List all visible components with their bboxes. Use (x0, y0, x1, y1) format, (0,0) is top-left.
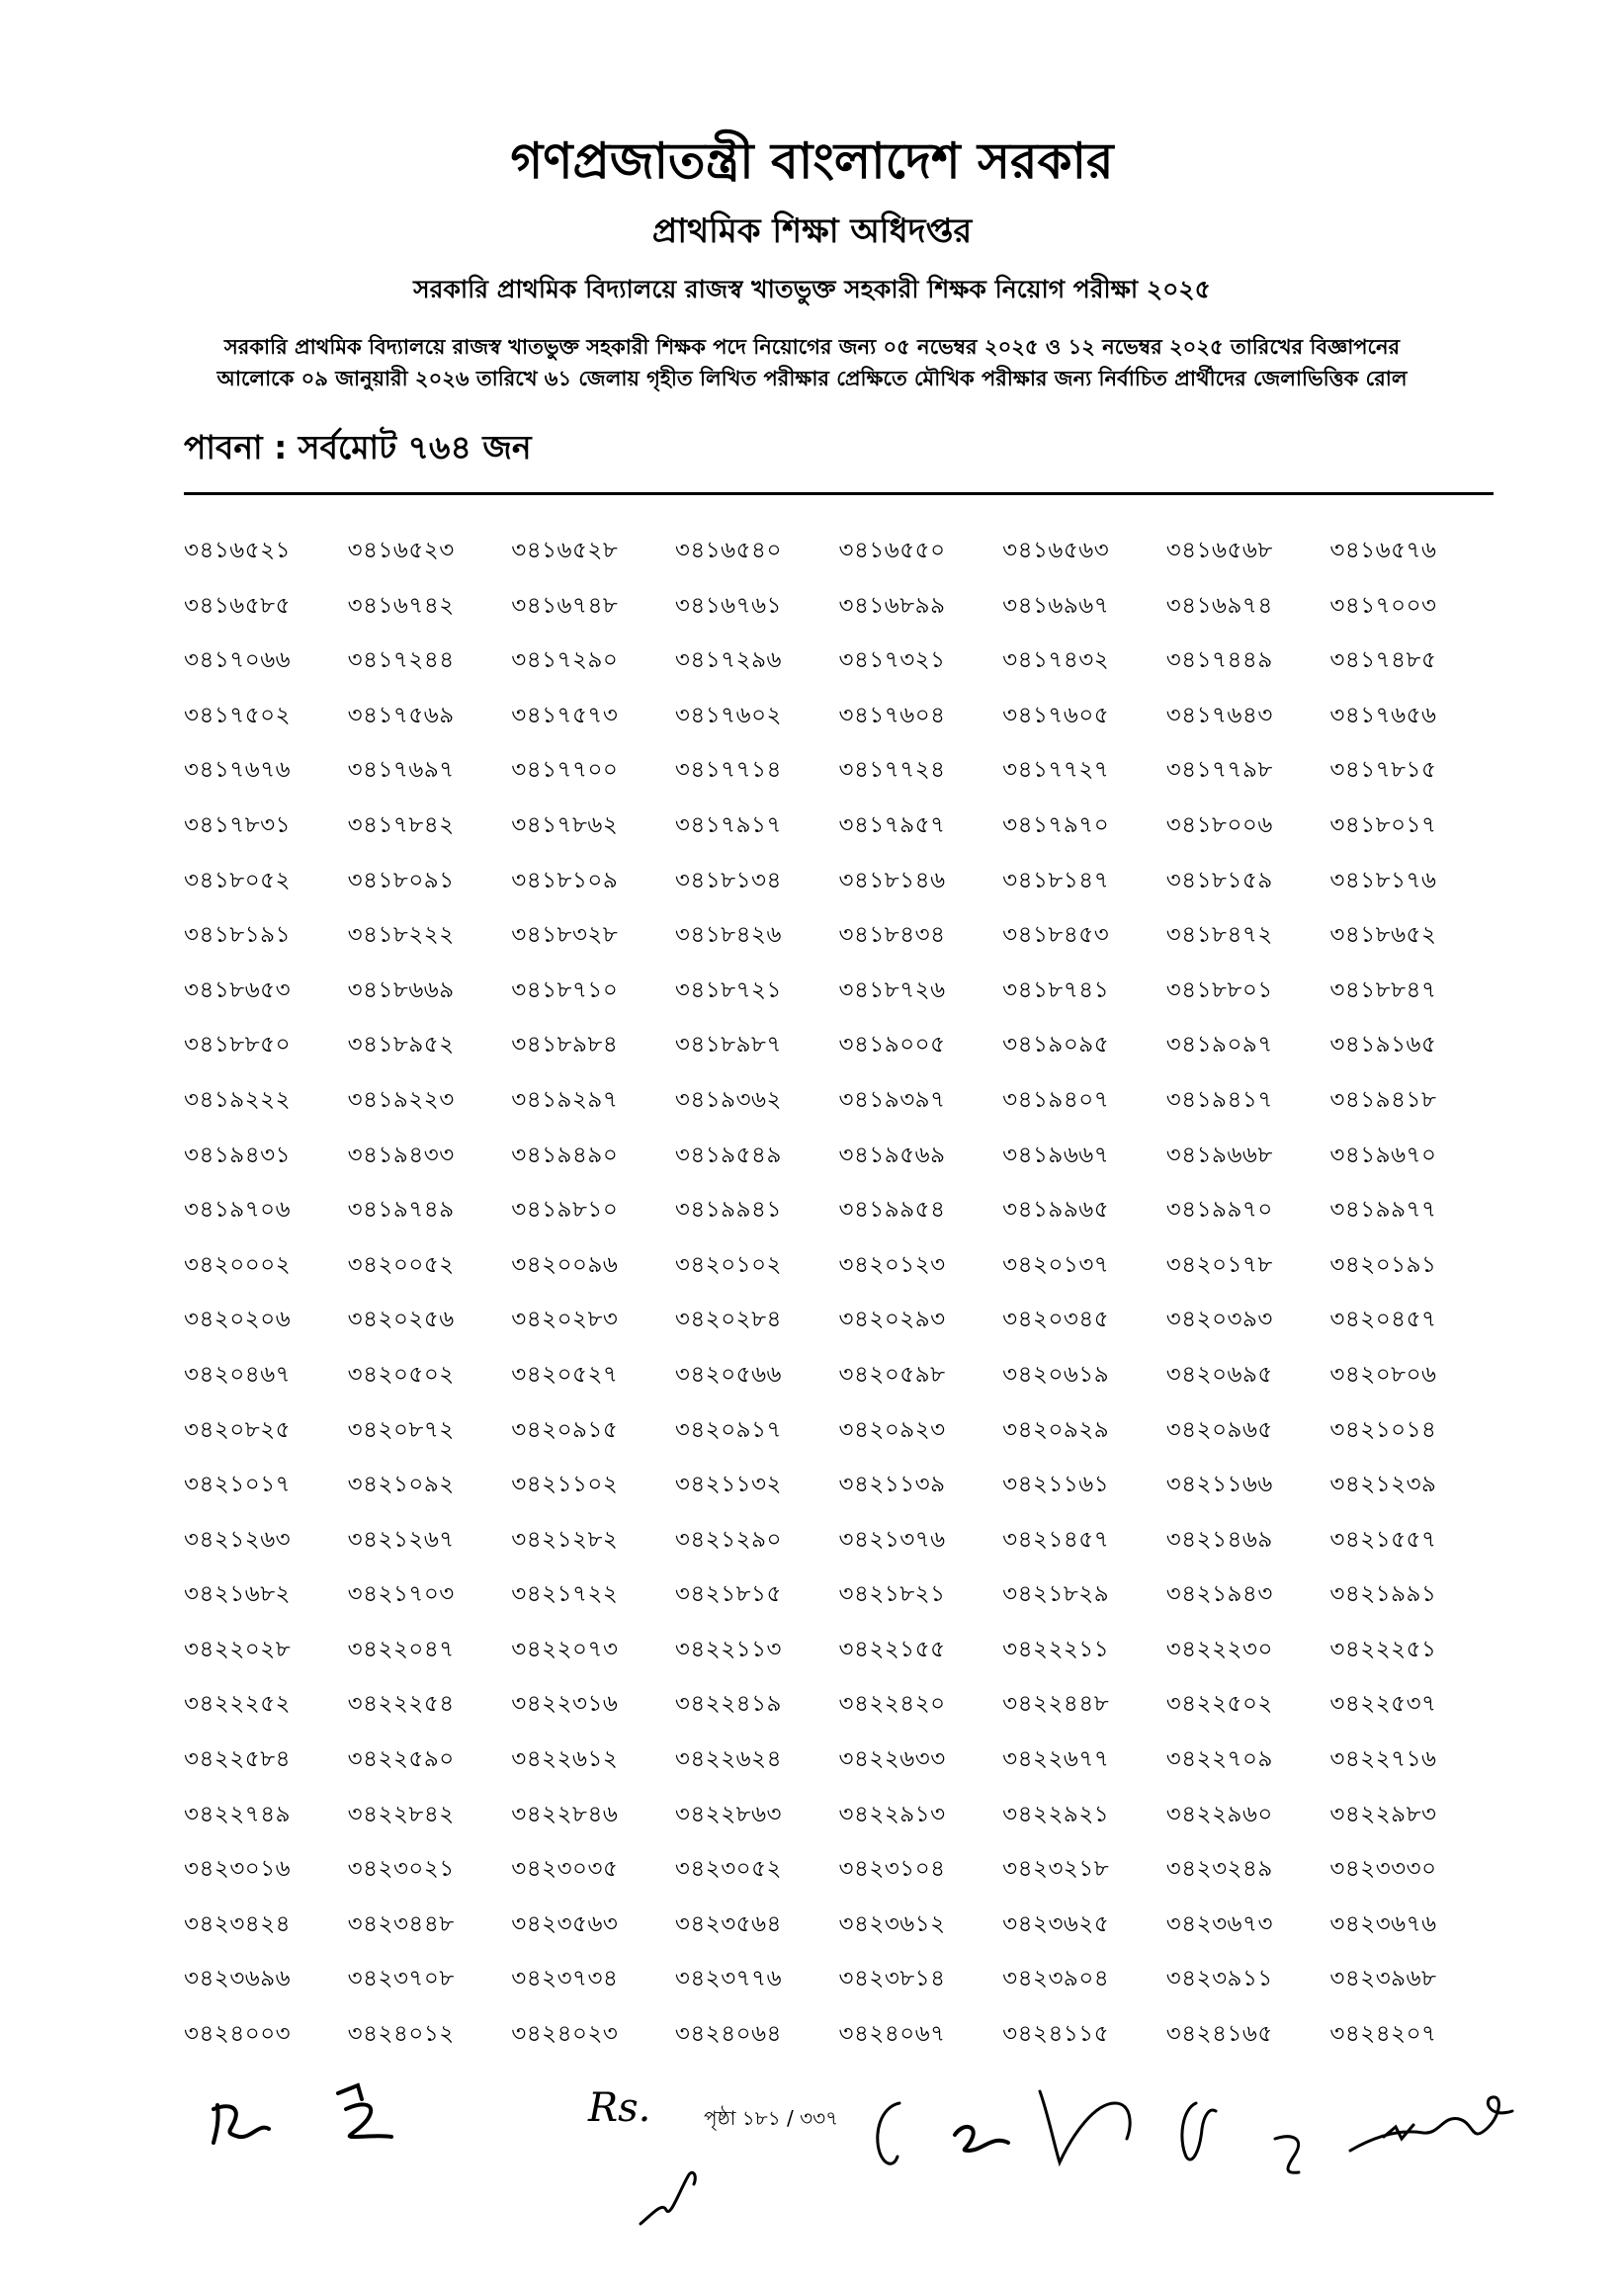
roll-number: ৩৪২২৪৪৮ (1002, 1691, 1110, 1718)
roll-number: ৩৪২০০৫২ (347, 1251, 455, 1278)
roll-number: ৩৪২২০৪৭ (347, 1636, 455, 1662)
roll-number: ৩৪১৯৯৫৪ (838, 1197, 946, 1224)
roll-number: ৩৪২২৯১৩ (838, 1801, 946, 1827)
signature-initial-2 (318, 2075, 407, 2155)
roll-number: ৩৪২০৯৬৫ (1165, 1416, 1273, 1443)
roll-number: ৩৪২০৩৯৩ (1165, 1307, 1273, 1333)
roll-number: ৩৪১৬৫৪০ (674, 538, 782, 563)
notice-line-2: আলোকে ০৯ জানুয়ারী ২০২৬ তারিখে ৬১ জেলায় গৃহীত লিখিত পরীক্ষার প্রেক্ষিতে মৌখিক পরীক্ষার জন্য নির্বাচিত প্রার্থীদের জেলাভিত্তিক রোল (216, 367, 1408, 390)
roll-number: ৩৪২২৫৯০ (347, 1746, 455, 1773)
roll-number: ৩৪১৬৫২১ (184, 538, 292, 563)
roll-number: ৩৪২০২৯৩ (838, 1307, 946, 1333)
roll-number: ৩৪১৭৫০২ (184, 702, 292, 728)
roll-number: ৩৪১৬৯৭৪ (1165, 592, 1273, 619)
signature-scribble-6 (1265, 2125, 1325, 2184)
roll-number: ৩৪২০০৯৬ (511, 1251, 619, 1278)
roll-number: ৩৪২১৬৮২ (184, 1581, 292, 1608)
roll-number: ৩৪২৩২৪৯ (1165, 1856, 1273, 1883)
roll-number: ৩৪২২৬২৪ (674, 1746, 782, 1773)
roll-number: ৩৪২৩৩৩০ (1329, 1856, 1437, 1883)
roll-number: ৩৪২১৯৪৩ (1165, 1581, 1273, 1608)
roll-number: ৩৪২২৭১৬ (1329, 1746, 1437, 1773)
roll-number: ৩৪১৭৫৬৯ (347, 702, 455, 728)
roll-number: ৩৪২৩০৩৫ (511, 1856, 619, 1883)
roll-number: ৩৪১৭৬৫৬ (1329, 702, 1437, 728)
roll-number: ৩৪১৯৯৪১ (674, 1197, 782, 1224)
roll-number: ৩৪১৮৯৫২ (347, 1032, 455, 1058)
roll-number: ৩৪২৩৭৩৪ (511, 1966, 619, 1992)
roll-number: ৩৪২০১৯১ (1329, 1251, 1437, 1278)
roll-number: ৩৪১৯২২২ (184, 1086, 292, 1113)
roll-number: ৩৪১৭৮১৫ (1329, 757, 1437, 784)
roll-number: ৩৪১৮১৪৭ (1002, 867, 1110, 893)
roll-number: ৩৪২৩৬৭৩ (1165, 1910, 1273, 1937)
district-heading: পাবনা : সর্বমোট ৭৬৪ জন (184, 428, 532, 466)
roll-number: ৩৪২০২৮৩ (511, 1307, 619, 1333)
roll-number: ৩৪২০১২৩ (838, 1251, 946, 1278)
roll-number: ৩৪২২৬৭৭ (1002, 1746, 1110, 1773)
roll-number: ৩৪২০৩৪৫ (1002, 1307, 1110, 1333)
roll-number: ৩৪২১৫৫৭ (1329, 1526, 1437, 1553)
roll-number: ৩৪১৮৭২১ (674, 976, 782, 1003)
roll-number: ৩৪২৩২১৮ (1002, 1856, 1110, 1883)
roll-number: ৩৪১৯৫৬৯ (838, 1142, 946, 1168)
roll-number: ৩৪২০৮৭২ (347, 1416, 455, 1443)
roll-number: ৩৪২২৯৬০ (1165, 1801, 1273, 1827)
roll-number: ৩৪১৭৬৭৬ (184, 757, 292, 784)
roll-number: ৩৪১৬৭৬১ (674, 592, 782, 619)
roll-number: ৩৪২০২৮৪ (674, 1307, 782, 1333)
roll-number: ৩৪১৮০৫২ (184, 867, 292, 893)
roll-number: ৩৪১৭৯৫৭ (838, 811, 946, 838)
roll-number: ৩৪১৯৪০৭ (1002, 1086, 1110, 1113)
roll-number: ৩৪২২২৫২ (184, 1691, 292, 1718)
roll-number: ৩৪১৯৭০৬ (184, 1197, 292, 1224)
roll-number: ৩৪২২৯২১ (1002, 1801, 1110, 1827)
roll-number: ৩৪২২৫৩৭ (1329, 1691, 1437, 1718)
roll-number: ৩৪১৯৯৭৭ (1329, 1197, 1437, 1224)
roll-number: ৩৪২০৯১৭ (674, 1416, 782, 1443)
roll-number: ৩৪১৮৯৮৭ (674, 1032, 782, 1058)
roll-number: ৩৪২২৪১৯ (674, 1691, 782, 1718)
roll-number: ৩৪২০৯২৯ (1002, 1416, 1110, 1443)
roll-number: ৩৪২৩০২১ (347, 1856, 455, 1883)
roll-number: ৩৪১৬৫২৮ (511, 538, 619, 563)
roll-number: ৩৪১৮৩২৮ (511, 922, 619, 949)
roll-number: ৩৪২৪০০৩ (184, 2021, 292, 2048)
roll-number: ৩৪১৭০৬৬ (184, 647, 292, 674)
roll-number: ৩৪১৭৪৩২ (1002, 647, 1110, 674)
roll-number: ৩৪১৭৩২১ (838, 647, 946, 674)
roll-number: ৩৪১৭৮৩১ (184, 811, 292, 838)
directorate-title: প্রাথমিক শিক্ষা অধিদপ্তর (651, 212, 973, 251)
roll-number: ৩৪১৮০০৬ (1165, 811, 1273, 838)
roll-number: ৩৪১৯৪৩১ (184, 1142, 292, 1168)
roll-number: ৩৪২০২০৬ (184, 1307, 292, 1333)
roll-number: ৩৪১৯৩৯৭ (838, 1086, 946, 1113)
roll-number: ৩৪২০৫৬৬ (674, 1361, 782, 1388)
roll-number: ৩৪১৮৪৫৩ (1002, 922, 1110, 949)
notice-line-1: সরকারি প্রাথমিক বিদ্যালয়ে রাজস্ব খাতভুক্ত সহকারী শিক্ষক পদে নিয়োগের জন্য ০৫ নভেম্বর ২০২৫ ও ১২ নভেম্বর ২০২৫ তারিখের বিজ্ঞাপনের (223, 335, 1401, 359)
roll-number: ৩৪২৩৬১২ (838, 1910, 946, 1937)
roll-number: ৩৪২২৬১২ (511, 1746, 619, 1773)
roll-number: ৩৪২৩০৫২ (674, 1856, 782, 1883)
roll-number: ৩৪১৯৪৯০ (511, 1142, 619, 1168)
roll-number: ৩৪২৪১৬৫ (1165, 2021, 1273, 2048)
roll-number: ৩৪১৮৮০১ (1165, 976, 1273, 1003)
roll-number: ৩৪১৯৯৭০ (1165, 1197, 1273, 1224)
roll-number: ৩৪২০৯১৫ (511, 1416, 619, 1443)
roll-number: ৩৪২১০১৪ (1329, 1416, 1437, 1443)
roll-number: ৩৪১৮৪৩৪ (838, 922, 946, 949)
roll-number: ৩৪২২৬৩৩ (838, 1746, 946, 1773)
roll-number: ৩৪১৭৬০৪ (838, 702, 946, 728)
roll-number: ৩৪১৮৭২৬ (838, 976, 946, 1003)
roll-number: ৩৪১৭৬০৫ (1002, 702, 1110, 728)
roll-number: ৩৪১৯৭৪৯ (347, 1197, 455, 1224)
roll-number: ৩৪১৮১৪৬ (838, 867, 946, 893)
roll-number: ৩৪২১২৬৩ (184, 1526, 292, 1553)
roll-number: ৩৪১৮১০৯ (511, 867, 619, 893)
roll-number: ৩৪১৭৫৭৩ (511, 702, 619, 728)
roll-number: ৩৪১৯১৬৫ (1329, 1032, 1437, 1058)
roll-number: ৩৪১৯৩৬২ (674, 1086, 782, 1113)
roll-number: ৩৪১৮৪২৬ (674, 922, 782, 949)
roll-number: ৩৪১৬৫২৩ (347, 538, 455, 563)
roll-number: ৩৪১৭৭২৪ (838, 757, 946, 784)
roll-number: ৩৪১৬৮৯৯ (838, 592, 946, 619)
signature-rs-text: Rs. (588, 2085, 651, 2131)
roll-number: ৩৪২২২৩০ (1165, 1636, 1273, 1662)
roll-number: ৩৪২১২৯০ (674, 1526, 782, 1553)
roll-number: ৩৪২১৭০৩ (347, 1581, 455, 1608)
roll-number: ৩৪১৮২২২ (347, 922, 455, 949)
roll-number: ৩৪১৯৪৩৩ (347, 1142, 455, 1168)
roll-number: ৩৪১৭০০৩ (1329, 592, 1437, 619)
roll-number: ৩৪২৩৫৬৪ (674, 1910, 782, 1937)
roll-number: ৩৪১৮৬৬৯ (347, 976, 455, 1003)
roll-number: ৩৪১৭৪৮৫ (1329, 647, 1437, 674)
roll-number: ৩৪২৩৫৬৩ (511, 1910, 619, 1937)
roll-number: ৩৪২২৩১৬ (511, 1691, 619, 1718)
roll-number: ৩৪১৭৭১৪ (674, 757, 782, 784)
roll-number: ৩৪২৪০৬৪ (674, 2021, 782, 2048)
roll-number: ৩৪২২১৫৫ (838, 1636, 946, 1662)
roll-number: ৩৪২৩৬৭৬ (1329, 1910, 1437, 1937)
roll-number: ৩৪১৯৬৬৮ (1165, 1142, 1273, 1168)
roll-number: ৩৪১৭৬৪৩ (1165, 702, 1273, 728)
roll-number: ৩৪১৮৬৫৩ (184, 976, 292, 1003)
roll-number: ৩৪২০৮০৬ (1329, 1361, 1437, 1388)
roll-number: ৩৪২১০১৭ (184, 1472, 292, 1498)
signature-scribble-5 (1166, 2093, 1236, 2172)
roll-number: ৩৪১৬৫৮৫ (184, 592, 292, 619)
roll-number: ৩৪২০৪৫৭ (1329, 1307, 1437, 1333)
roll-number: ৩৪২৩৯১১ (1165, 1966, 1273, 1992)
roll-number: ৩৪২০১৭৮ (1165, 1251, 1273, 1278)
roll-number: ৩৪২১২৮২ (511, 1526, 619, 1553)
roll-number: ৩৪২৩৪৪৮ (347, 1910, 455, 1937)
roll-number: ৩৪২১১৬৬ (1165, 1472, 1273, 1498)
roll-number: ৩৪১৭২৯০ (511, 647, 619, 674)
roll-number: ৩৪২৩০১৬ (184, 1856, 292, 1883)
roll-number: ৩৪২০৫২৭ (511, 1361, 619, 1388)
roll-number: ৩৪২৪০৬৭ (838, 2021, 946, 2048)
roll-number: ৩৪২০৯২৩ (838, 1416, 946, 1443)
roll-number-table (184, 524, 1494, 2063)
roll-number: ৩৪২০১৩৭ (1002, 1251, 1110, 1278)
roll-number: ৩৪২২২৫৪ (347, 1691, 455, 1718)
roll-number: ৩৪১৮০৯১ (347, 867, 455, 893)
roll-number: ৩৪১৮১৭৬ (1329, 867, 1437, 893)
roll-number: ৩৪২১১০২ (511, 1472, 619, 1498)
roll-number: ৩৪১৯৫৪৯ (674, 1142, 782, 1168)
roll-number: ৩৪২১৪৬৯ (1165, 1526, 1273, 1553)
roll-number: ৩৪২৩৪২৪ (184, 1910, 292, 1937)
roll-number: ৩৪১৯০০৫ (838, 1032, 946, 1058)
roll-number: ৩৪২৩৬২৫ (1002, 1910, 1110, 1937)
roll-number: ৩৪১৬৯৬৭ (1002, 592, 1110, 619)
roll-number: ৩৪১৭৬৯৭ (347, 757, 455, 784)
roll-number: ৩৪২১১৩৯ (838, 1472, 946, 1498)
roll-number: ৩৪২৩৮১৪ (838, 1966, 946, 1992)
roll-number: ৩৪১৯৪১৭ (1165, 1086, 1273, 1113)
roll-number: ৩৪২২২৫১ (1329, 1636, 1437, 1662)
roll-number: ৩৪১৮১৯১ (184, 922, 292, 949)
roll-number: ৩৪২১৪৫৭ (1002, 1526, 1110, 1553)
roll-number: ৩৪২০২৫৬ (347, 1307, 455, 1333)
roll-number: ৩৪২২৭৪৯ (184, 1801, 292, 1827)
roll-number: ৩৪২১২৩৯ (1329, 1472, 1437, 1498)
roll-number: ৩৪২১৮২১ (838, 1581, 946, 1608)
roll-number: ৩৪২০৮২৫ (184, 1416, 292, 1443)
roll-number: ৩৪১৯০৯৫ (1002, 1032, 1110, 1058)
roll-number: ৩৪২০০০২ (184, 1251, 292, 1278)
roll-number: ৩৪২১১৩২ (674, 1472, 782, 1498)
roll-number: ৩৪২১৩৭৬ (838, 1526, 946, 1553)
signature-scribble-7 (1344, 2085, 1522, 2164)
roll-number: ৩৪১৯৬৭০ (1329, 1142, 1437, 1168)
roll-number: ৩৪১৮১৩৪ (674, 867, 782, 893)
roll-number: ৩৪১৯৯৬৫ (1002, 1197, 1110, 1224)
roll-number: ৩৪২২২১১ (1002, 1636, 1110, 1662)
roll-number: ৩৪১৮৮৪৭ (1329, 976, 1437, 1003)
signature-scribble-1 (633, 2155, 712, 2234)
roll-number: ৩৪১৬৭৪৮ (511, 592, 619, 619)
roll-number: ৩৪১৬৫৫০ (838, 538, 946, 563)
signature-scribble-3 (949, 2115, 1018, 2164)
roll-number: ৩৪১৭৮৬২ (511, 811, 619, 838)
roll-number: ৩৪২৩১০৪ (838, 1856, 946, 1883)
roll-number: ৩৪২৩৬৯৬ (184, 1966, 292, 1992)
roll-number: ৩৪২১২৬৭ (347, 1526, 455, 1553)
signature-rs (588, 2079, 697, 2139)
roll-number: ৩৪১৭৭৯৮ (1165, 757, 1273, 784)
roll-number: ৩৪১৬৫৭৬ (1329, 538, 1437, 563)
roll-number: ৩৪১৬৭৪২ (347, 592, 455, 619)
roll-number: ৩৪১৭৪৪৯ (1165, 647, 1273, 674)
roll-number: ৩৪২২৮৪৬ (511, 1801, 619, 1827)
roll-number: ৩৪২৪১১৫ (1002, 2021, 1110, 2048)
signature-initial-1 (210, 2093, 279, 2153)
roll-number: ৩৪১৯৬৬৭ (1002, 1142, 1110, 1168)
roll-number: ৩৪১৯৪১৮ (1329, 1086, 1437, 1113)
roll-number: ৩৪২০১০২ (674, 1251, 782, 1278)
roll-number: ৩৪২১১৬১ (1002, 1472, 1110, 1498)
signature-scribble-4 (1034, 2083, 1143, 2172)
roll-number: ৩৪১৯৮১০ (511, 1197, 619, 1224)
roll-number: ৩৪১৭২৯৬ (674, 647, 782, 674)
roll-number: ৩৪১৮৬৫২ (1329, 922, 1437, 949)
roll-number: ৩৪১৯২২৩ (347, 1086, 455, 1113)
roll-number: ৩৪১৭৭২৭ (1002, 757, 1110, 784)
page-number: পৃষ্ঠা ১৮১ / ৩৩৭ (704, 2106, 839, 2130)
roll-number: ৩৪১৮৮৫০ (184, 1032, 292, 1058)
roll-number: ৩৪২০৪৬৭ (184, 1361, 292, 1388)
roll-number: ৩৪১৮১৫৯ (1165, 867, 1273, 893)
roll-number: ৩৪১৭৬০২ (674, 702, 782, 728)
roll-number: ৩৪২২০২৮ (184, 1636, 292, 1662)
roll-number: ৩৪২১০৯২ (347, 1472, 455, 1498)
roll-number: ৩৪২৪২০৭ (1329, 2021, 1437, 2048)
roll-number: ৩৪১৬৫৬৮ (1165, 538, 1273, 563)
notice-text (158, 331, 1466, 394)
roll-number: ৩৪২০৬১৯ (1002, 1361, 1110, 1388)
roll-number: ৩৪২৩৭০৮ (347, 1966, 455, 1992)
roll-number: ৩৪২২০৭৩ (511, 1636, 619, 1662)
roll-number: ৩৪২২৮৪২ (347, 1801, 455, 1827)
signature-scribble-2 (850, 2095, 939, 2184)
roll-number: ৩৪১৮০১৭ (1329, 811, 1437, 838)
roll-number: ৩৪২১৭২২ (511, 1581, 619, 1608)
roll-number: ৩৪২২৯৮৩ (1329, 1801, 1437, 1827)
roll-number: ৩৪২২৫০২ (1165, 1691, 1273, 1718)
roll-number: ৩৪১৭৮৪২ (347, 811, 455, 838)
roll-number: ৩৪২০৬৯৫ (1165, 1361, 1273, 1388)
roll-number: ৩৪১৭৯৭০ (1002, 811, 1110, 838)
roll-number: ৩৪১৮৭৪১ (1002, 976, 1110, 1003)
roll-number: ৩৪২২৪২০ (838, 1691, 946, 1718)
roll-number: ৩৪২০৫৯৮ (838, 1361, 946, 1388)
roll-number: ৩৪২২৮৬৩ (674, 1801, 782, 1827)
roll-number: ৩৪১৮৯৮৪ (511, 1032, 619, 1058)
roll-number: ৩৪২০৫০২ (347, 1361, 455, 1388)
roll-number: ৩৪১৭২৪৪ (347, 647, 455, 674)
roll-number: ৩৪১৯০৯৭ (1165, 1032, 1273, 1058)
roll-number: ৩৪২১৯৯১ (1329, 1581, 1437, 1608)
roll-number: ৩৪২১৮২৯ (1002, 1581, 1110, 1608)
roll-number: ৩৪২৩৯০৪ (1002, 1966, 1110, 1992)
roll-number: ৩৪১৬৫৬৩ (1002, 538, 1110, 563)
roll-number: ৩৪২৩৯৬৮ (1329, 1966, 1437, 1992)
roll-number: ৩৪১৯২৯৭ (511, 1086, 619, 1113)
roll-number: ৩৪১৮৪৭২ (1165, 922, 1273, 949)
roll-number: ৩৪২২১১৩ (674, 1636, 782, 1662)
roll-number: ৩৪২২৭০৯ (1165, 1746, 1273, 1773)
exam-title: সরকারি প্রাথমিক বিদ্যালয়ে রাজস্ব খাতভুক্ত সহকারী শিক্ষক নিয়োগ পরীক্ষা ২০২৫ (413, 275, 1211, 303)
roll-number: ৩৪২৪০১২ (347, 2021, 455, 2048)
roll-number: ৩৪১৭৯১৭ (674, 811, 782, 838)
heading-divider (184, 492, 1494, 495)
government-title: গণপ্রজাতন্ত্রী বাংলাদেশ সরকার (510, 132, 1114, 190)
roll-number: ৩৪১৭৭০০ (511, 757, 619, 784)
roll-number: ৩৪১৮৭১০ (511, 976, 619, 1003)
roll-number: ৩৪২২৫৮৪ (184, 1746, 292, 1773)
roll-number: ৩৪২৩৭৭৬ (674, 1966, 783, 1992)
roll-number: ৩৪২১৮১৫ (674, 1581, 782, 1608)
roll-number: ৩৪২৪০২৩ (511, 2021, 619, 2048)
